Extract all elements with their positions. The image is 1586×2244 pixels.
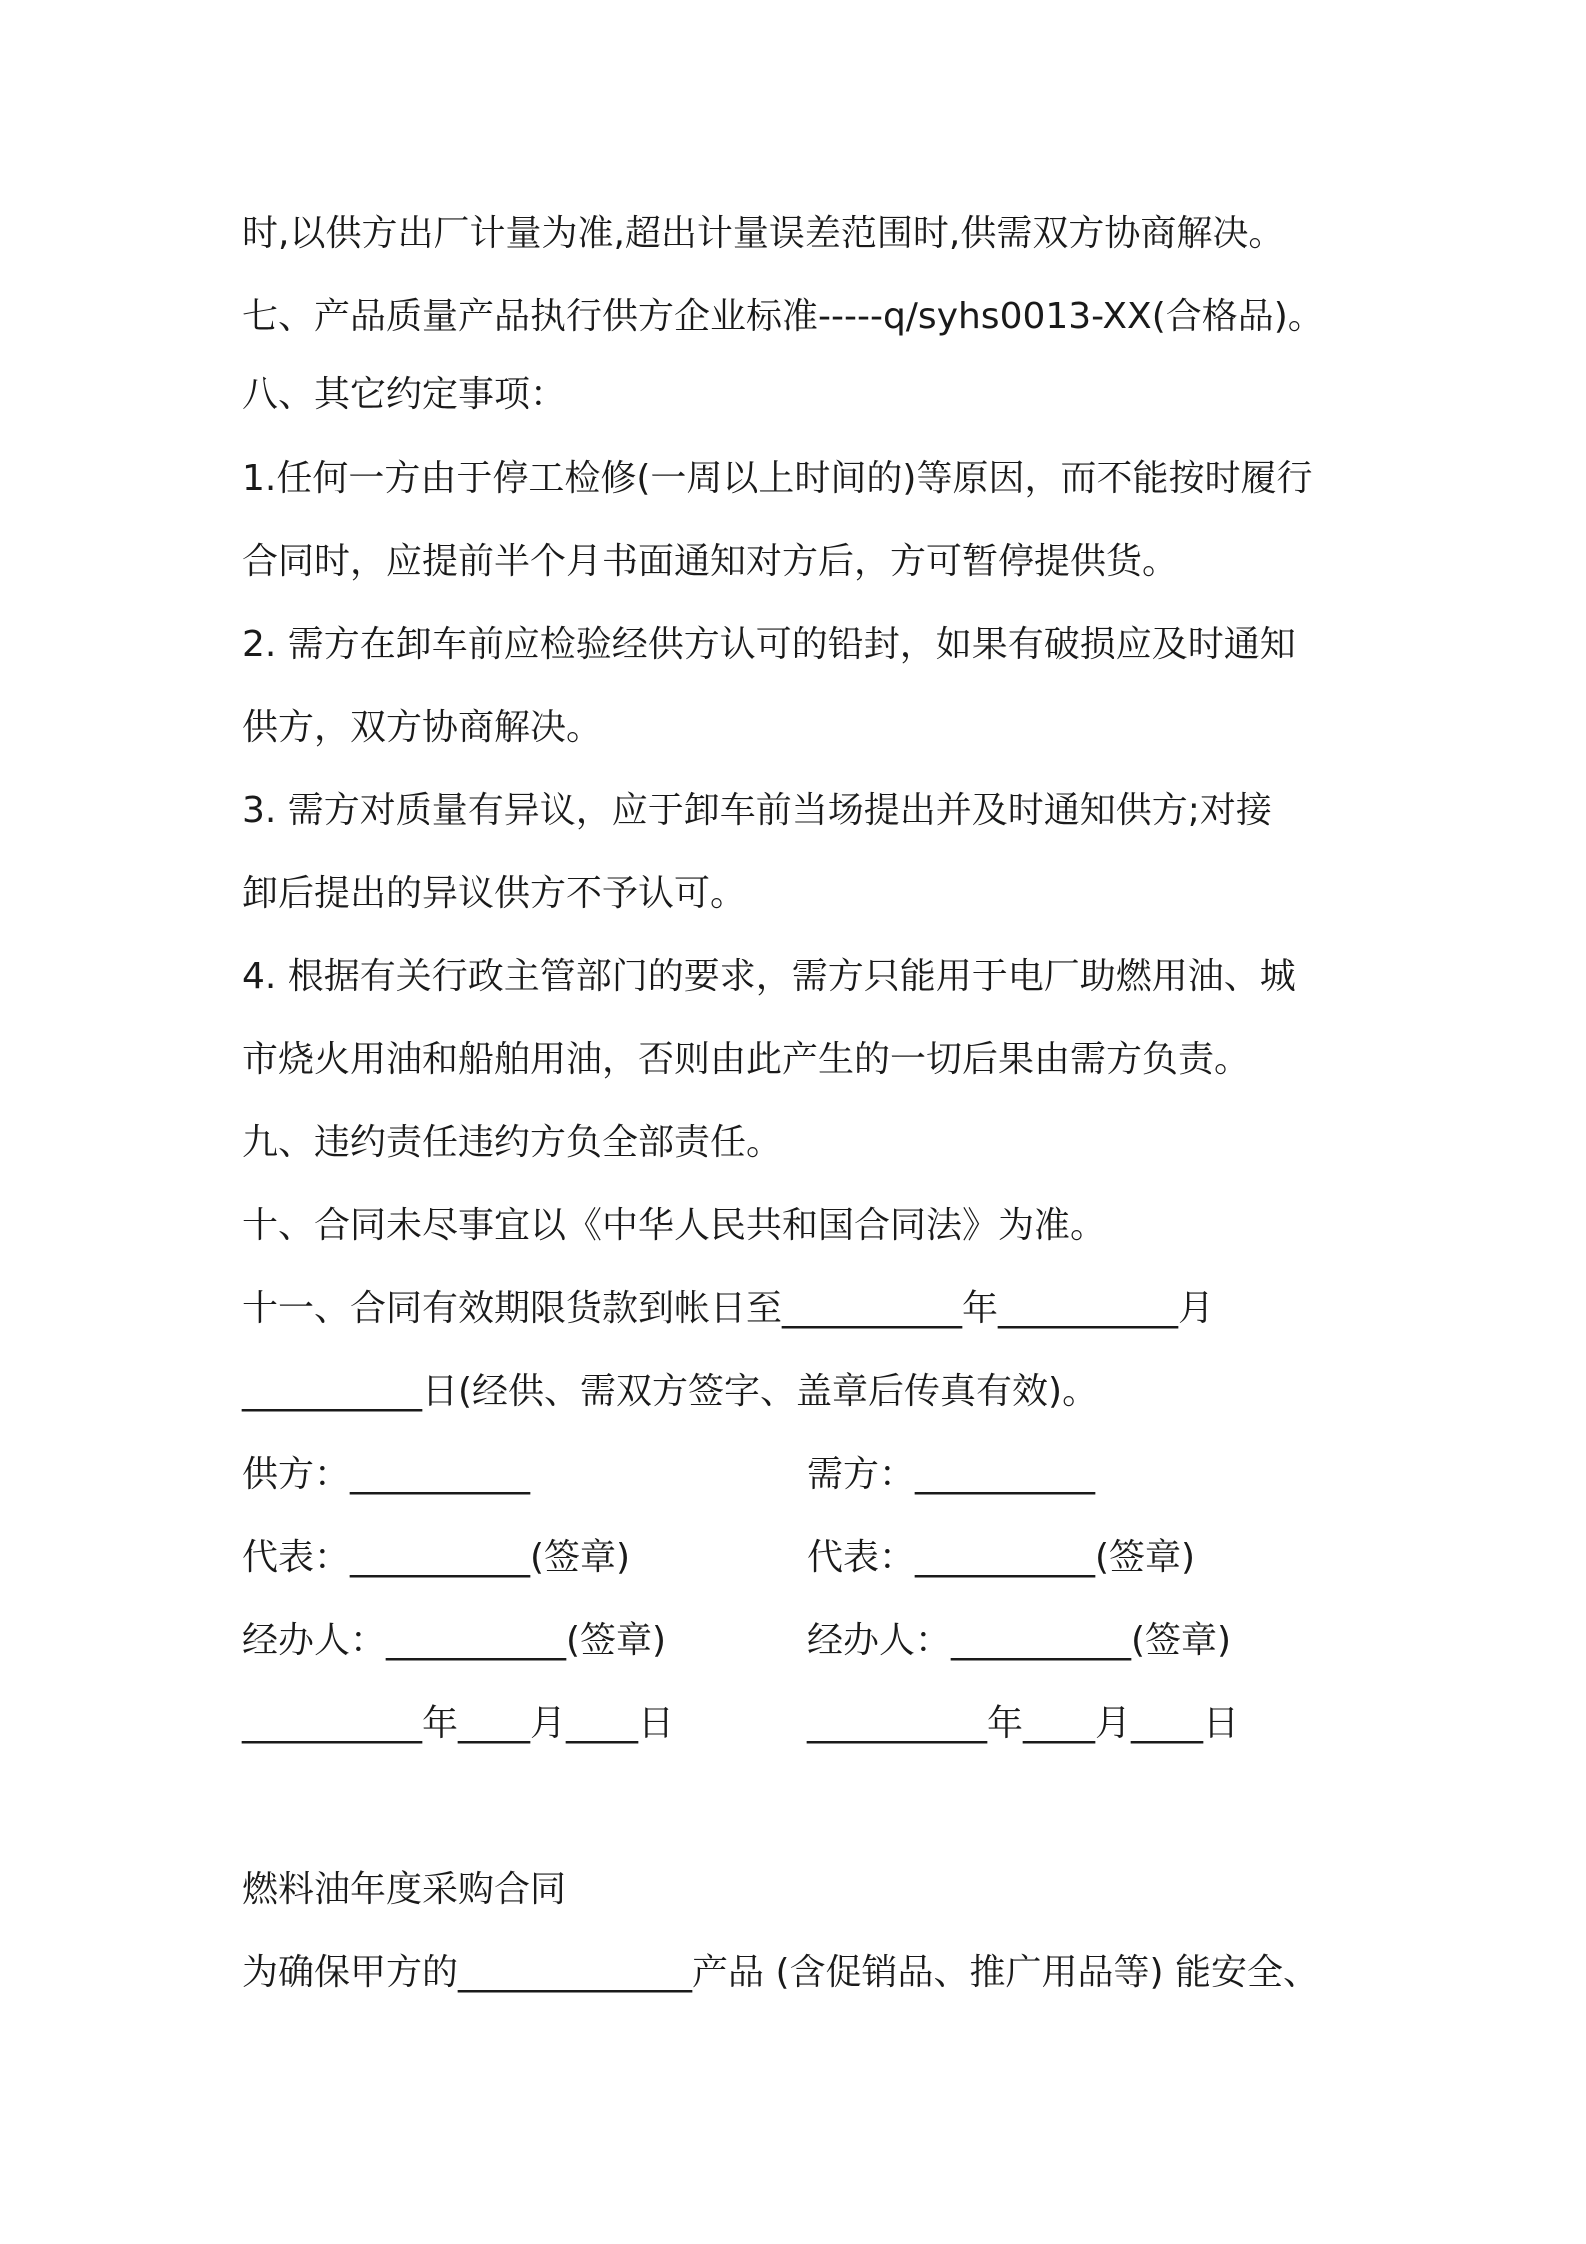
- buyer-date-field: __________年____月____日: [807, 1703, 1239, 1744]
- supplier-field: 供方：__________: [242, 1454, 531, 1495]
- clause-line: 1.任何一方由于停工检修(一周以上时间的)等原因，而不能按时履行: [242, 458, 1313, 499]
- supplier-date-field: __________年____月____日: [242, 1703, 674, 1744]
- next-contract-title: 燃料油年度采购合同: [242, 1869, 567, 1910]
- clause-line: 供方，双方协商解决。: [242, 707, 603, 748]
- clause-line: 3. 需方对质量有异议，应于卸车前当场提出并及时通知供方;对接: [242, 790, 1272, 831]
- next-contract-first-line: 为确保甲方的_____________产品 (含促销品、推广用品等) 能安全、: [242, 1952, 1319, 1993]
- buyer-handler-field: 经办人：__________(签章): [807, 1620, 1232, 1661]
- supplier-representative-field: 代表：__________(签章): [242, 1537, 631, 1578]
- clause-line: 九、违约责任违约方负全部责任。: [242, 1122, 783, 1163]
- supplier-handler-field: 经办人：__________(签章): [242, 1620, 667, 1661]
- clause-line: 十一、合同有效期限货款到帐日至__________年__________月: [242, 1288, 1215, 1329]
- clause-line: 2. 需方在卸车前应检验经供方认可的铅封，如果有破损应及时通知: [242, 624, 1296, 665]
- clause-line: 市烧火用油和船舶用油，否则由此产生的一切后果由需方负责。: [242, 1039, 1251, 1080]
- clause-line: 4. 根据有关行政主管部门的要求，需方只能用于电厂助燃用油、城: [242, 956, 1296, 997]
- clause-line: 十、合同未尽事宜以《中华人民共和国合同法》为准。: [242, 1205, 1107, 1246]
- clause-line: 时,以供方出厂计量为准,超出计量误差范围时,供需双方协商解决。: [242, 213, 1285, 254]
- clause-line: 合同时，应提前半个月书面通知对方后，方可暂停提供货。: [242, 541, 1179, 582]
- buyer-representative-field: 代表：__________(签章): [807, 1537, 1196, 1578]
- clause-line: 七、产品质量产品执行供方企业标准-----q/syhs0013-XX(合格品)。: [242, 296, 1324, 337]
- clause-line: 卸后提出的异议供方不予认可。: [242, 873, 747, 914]
- buyer-field: 需方：__________: [807, 1454, 1096, 1495]
- clause-line: __________日(经供、需双方签字、盖章后传真有效)。: [242, 1371, 1099, 1412]
- clause-heading: 八、其它约定事项：: [242, 374, 567, 415]
